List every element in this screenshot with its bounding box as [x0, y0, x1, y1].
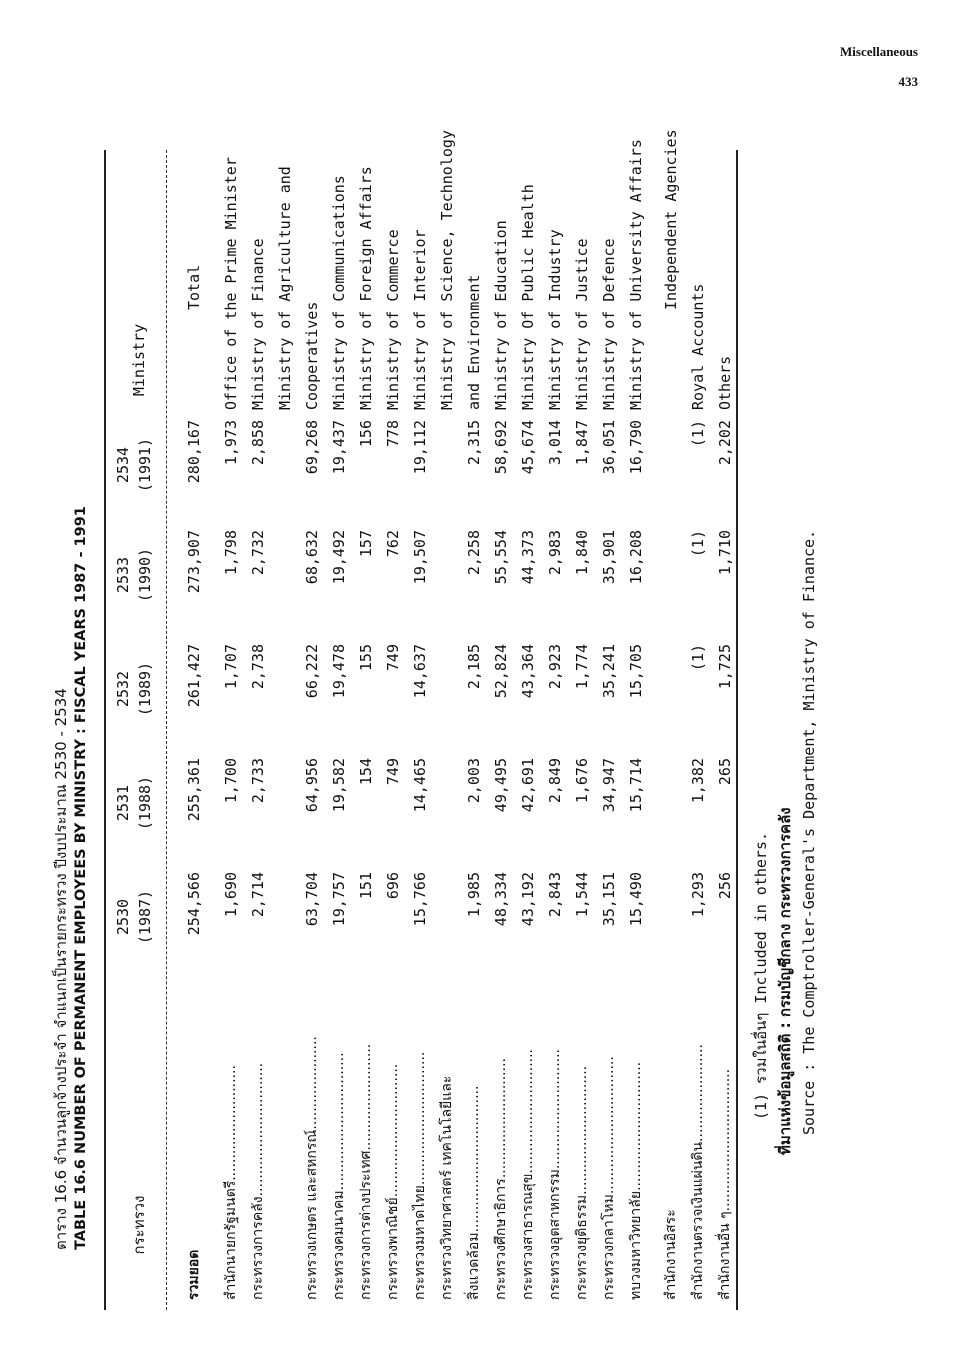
cell-value: 2,315	[465, 420, 483, 466]
row-label-english: Ministry of Education	[492, 220, 510, 410]
row-label-english: Royal Accounts	[689, 283, 707, 410]
cell-value: 19,112	[411, 420, 429, 475]
cell-value: 19,757	[330, 872, 348, 927]
row-label-thai: รวมยอด	[186, 1249, 202, 1300]
cell-value: 749	[384, 644, 402, 672]
cell-value: 42,691	[519, 758, 537, 813]
cell-value: 155	[357, 644, 375, 672]
cell-value: 696	[384, 872, 402, 900]
row-label-english: Ministry of Industry	[546, 229, 564, 410]
table-row	[712, 150, 739, 1310]
cell-value: 1,973	[222, 420, 240, 466]
table-row	[245, 150, 272, 1310]
cell-value: 256	[716, 872, 734, 900]
year-header-1988	[112, 758, 156, 848]
header-rule	[166, 150, 167, 1310]
cell-value: 2,732	[249, 530, 267, 576]
table-row	[488, 150, 515, 1310]
cell-value: 762	[384, 530, 402, 558]
cell-value: 1,676	[573, 758, 591, 804]
cell-value: 52,824	[492, 644, 510, 699]
row-label-english: Others	[716, 355, 734, 410]
table-row	[353, 150, 380, 1310]
table-row	[272, 150, 299, 1310]
year-be: 2531	[114, 784, 132, 822]
cell-value: 63,704	[303, 872, 321, 927]
cell-value: 1,847	[573, 420, 591, 466]
cell-value: 255,361	[185, 758, 203, 822]
year-be: 2533	[114, 556, 132, 594]
cell-value: 265	[716, 758, 734, 786]
cell-value: 44,373	[519, 530, 537, 585]
row-label-thai: สำนักนายกรัฐมนตรี..........................	[223, 1065, 239, 1300]
cell-value: 2,258	[465, 530, 483, 576]
cell-value: 19,437	[330, 420, 348, 475]
table-row	[218, 150, 245, 1310]
row-label-thai: กระทรวงกลาโหม...............................	[601, 1056, 617, 1300]
cell-value: 1,840	[573, 530, 591, 576]
cell-value: 254,566	[185, 872, 203, 936]
year-be: 2534	[114, 446, 132, 484]
row-label-thai: กระทรวงศึกษาธิการ...........................	[493, 1058, 509, 1300]
year-header-1989	[112, 644, 156, 734]
table-row	[623, 139, 650, 1310]
cell-value: 1,985	[465, 872, 483, 918]
source-english: Source : The Comptroller-General's Department, Ministry of Finance.	[800, 529, 818, 1135]
cell-value: 1,725	[716, 644, 734, 690]
table-row	[326, 150, 353, 1310]
top-rule	[104, 150, 106, 1310]
table-row	[380, 150, 407, 1310]
column-header-thai: กระทรวง	[130, 1195, 148, 1255]
cell-value: 36,051	[600, 420, 618, 475]
cell-value: 58,692	[492, 420, 510, 475]
row-label-english: and Environment	[465, 274, 483, 410]
cell-value: 19,582	[330, 758, 348, 813]
row-label-english: Ministry of Commerce	[384, 229, 402, 410]
cell-value: 15,766	[411, 872, 429, 927]
cell-value: 2,202	[716, 420, 734, 466]
row-label-english: Ministry of Agriculture and	[276, 166, 294, 410]
cell-value: 14,637	[411, 644, 429, 699]
rotated-table-page	[46, 129, 906, 1310]
cell-value: 35,241	[600, 644, 618, 699]
table-row	[434, 130, 461, 1310]
cell-value: 3,014	[546, 420, 564, 466]
cell-value: 16,790	[627, 420, 645, 475]
cell-value: 1,690	[222, 872, 240, 918]
row-label-thai: กระทรวงการคลัง..............................	[250, 1062, 266, 1300]
cell-value: 1,293	[689, 872, 707, 918]
row-label-english: Ministry of Communications	[330, 175, 348, 410]
cell-value: 273,907	[185, 530, 203, 594]
cell-value: 1,774	[573, 644, 591, 690]
row-label-english: Office of the Prime Minister	[222, 157, 240, 410]
row-label-thai: กระทรวงคมนาคม...............................	[331, 1052, 347, 1300]
cell-value: 1,707	[222, 644, 240, 690]
cell-value: 778	[384, 420, 402, 448]
cell-value: 2,843	[546, 872, 564, 918]
row-label-thai: สำนักงานอิสระ	[663, 1209, 679, 1300]
row-label-thai: กระทรวงวิทยาศาสตร์ เทคโนโลยีและ	[439, 1075, 455, 1300]
table-row	[569, 150, 596, 1310]
source-thai: ที่มาแห่งข้อมูลสถิติ : กรมบัญชีกลาง กระทรวงการคลัง	[776, 807, 794, 1155]
cell-value: 14,465	[411, 758, 429, 813]
cell-value: 35,901	[600, 530, 618, 585]
row-label-english: Total	[185, 264, 203, 310]
table-title-english: TABLE 16.6 NUMBER OF PERMANENT EMPLOYEES BY MINISTRY : FISCAL YEARS 1987 - 1991	[73, 506, 89, 1250]
row-label-english: Ministry of Defence	[600, 238, 618, 410]
cell-value: 64,956	[303, 758, 321, 813]
table-row	[515, 150, 542, 1310]
table-row	[407, 150, 434, 1310]
cell-value: 2,733	[249, 758, 267, 804]
cell-value: 49,495	[492, 758, 510, 813]
cell-value: 34,947	[600, 758, 618, 813]
row-label-thai: กระทรวงมหาดไทย..............................	[412, 1051, 428, 1300]
row-label-thai: สำนักงานอื่น ๆ................................	[717, 1068, 733, 1300]
year-be: 2530	[114, 898, 132, 936]
row-label-thai: ทบวงมหาวิทยาลัย.............................	[628, 1061, 644, 1300]
cell-value: 48,334	[492, 872, 510, 927]
row-label-english: Independent Agencies	[662, 129, 680, 310]
row-label-english: Cooperatives	[303, 301, 321, 410]
cell-value: (1)	[689, 530, 707, 558]
cell-value: 19,507	[411, 530, 429, 585]
cell-value: 1,710	[716, 530, 734, 576]
cell-value: 2,185	[465, 644, 483, 690]
cell-value: (1)	[689, 420, 707, 448]
cell-value: 156	[357, 420, 375, 448]
row-label-english: Ministry of Foreign Affairs	[357, 166, 375, 410]
table-row	[299, 150, 326, 1310]
cell-value: 66,222	[303, 644, 321, 699]
cell-value: 19,492	[330, 530, 348, 585]
table-row	[542, 150, 569, 1310]
cell-value: 45,674	[519, 420, 537, 475]
cell-value: 157	[357, 530, 375, 558]
row-label-thai: กระทรวงเกษตร และสหกรณ์.....................	[304, 1036, 320, 1300]
cell-value: 16,208	[627, 530, 645, 585]
row-label-thai: กระทรวงอุตสาหกรรม...........................	[547, 1049, 563, 1300]
cell-value: 1,798	[222, 530, 240, 576]
table-row	[461, 150, 488, 1310]
cell-value: 43,192	[519, 872, 537, 927]
cell-value: 69,268	[303, 420, 321, 475]
cell-value: 43,364	[519, 644, 537, 699]
row-label-english: Ministry of Justice	[573, 238, 591, 410]
cell-value: 2,003	[465, 758, 483, 804]
year-ce: (1991)	[136, 437, 154, 493]
row-label-english: Ministry Of Public Health	[519, 184, 537, 410]
cell-value: 2,858	[249, 420, 267, 466]
row-label-thai: กระทรวงสาธารณสุข............................	[520, 1048, 536, 1300]
cell-value: 15,490	[627, 872, 645, 927]
year-header-1987	[112, 872, 156, 962]
table-row	[685, 150, 712, 1310]
cell-value: 15,705	[627, 644, 645, 699]
cell-value: 15,714	[627, 758, 645, 813]
row-label-thai: สิ่งแวดล้อม.................................	[466, 1085, 482, 1300]
cell-value: 1,382	[689, 758, 707, 804]
section-label: Miscellaneous	[840, 44, 918, 59]
cell-value: 68,632	[303, 530, 321, 585]
cell-value: 261,427	[185, 644, 203, 708]
year-ce: (1988)	[136, 775, 154, 831]
year-ce: (1989)	[136, 661, 154, 717]
cell-value: 151	[357, 872, 375, 900]
cell-value: 2,714	[249, 872, 267, 918]
cell-value: 19,478	[330, 644, 348, 699]
year-ce: (1987)	[136, 889, 154, 945]
table-title-thai: ตาราง 16.6 จำนวนลูกจ้างประจำ จำแนกเป็นรายกระทรวง ปีงบประมาณ 2530 - 2534	[52, 688, 70, 1250]
cell-value: 280,167	[185, 420, 203, 484]
cell-value: 2,923	[546, 644, 564, 690]
cell-value: 2,738	[249, 644, 267, 690]
footnote: (1) รวมในอื่นๆ Included in others.	[752, 831, 770, 1120]
year-be: 2532	[114, 670, 132, 708]
cell-value: 55,554	[492, 530, 510, 585]
cell-value: 1,700	[222, 758, 240, 804]
cell-value: 1,544	[573, 872, 591, 918]
cell-value: 2,849	[546, 758, 564, 804]
table-row	[658, 129, 685, 1310]
table-row	[181, 150, 208, 1310]
year-ce: (1990)	[136, 547, 154, 603]
row-label-english: Ministry of Interior	[411, 229, 429, 410]
row-label-english: Ministry of Science, Technology	[438, 130, 456, 410]
row-label-english: Ministry of University Affairs	[627, 139, 645, 410]
row-label-thai: สำนักงานตรวจเงินแผ่นดิน......................	[690, 1044, 706, 1300]
column-header-english: Ministry	[130, 323, 148, 397]
page-number: 433	[898, 74, 918, 89]
table-row	[596, 150, 623, 1310]
row-label-thai: กระทรวงการต่างประเทศ........................	[358, 1043, 374, 1300]
row-label-thai: กระทรวงยุติธรรม.............................	[574, 1065, 590, 1300]
row-label-thai: กระทรวงพาณิชย์..............................	[385, 1063, 401, 1300]
cell-value: (1)	[689, 644, 707, 672]
bottom-rule	[736, 150, 738, 1310]
row-label-english: Ministry of Finance	[249, 238, 267, 410]
cell-value: 749	[384, 758, 402, 786]
cell-value: 2,983	[546, 530, 564, 576]
cell-value: 35,151	[600, 872, 618, 927]
cell-value: 154	[357, 758, 375, 786]
